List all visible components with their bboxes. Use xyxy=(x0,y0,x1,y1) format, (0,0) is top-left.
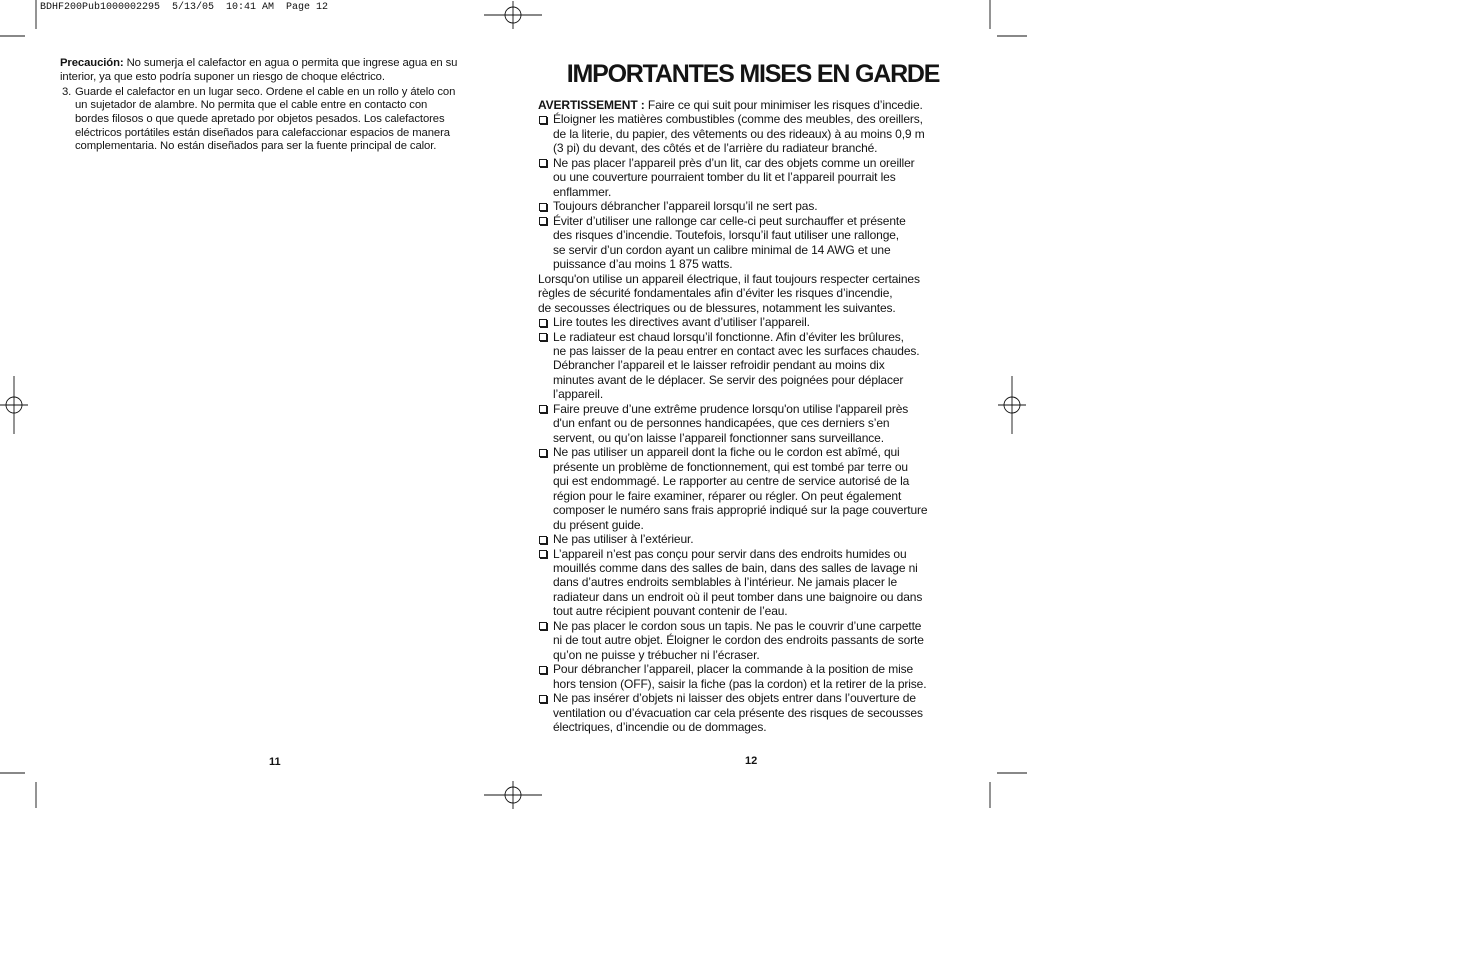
text-line: d'un enfant ou de personnes handicapées, que ces derniers s’en xyxy=(553,416,890,431)
shadowed-square-icon xyxy=(539,217,547,225)
shadowed-square-icon xyxy=(539,333,547,341)
text-line: enflammer. xyxy=(553,184,612,199)
page-number-left: 11 xyxy=(269,756,281,768)
text-line: Lire toutes les directives avant d’utiliser l’appareil. xyxy=(553,315,810,330)
caution-label: Precaución: xyxy=(60,57,124,69)
text-line: L’appareil n’est pas conçu pour servir dans des endroits humides ou xyxy=(553,546,907,561)
text-line: règles de sécurité fondamentales afin d’éviter les risques d’incendie, xyxy=(538,286,893,301)
left-page-text xyxy=(60,57,500,154)
warning-label: AVERTISSEMENT : xyxy=(538,98,645,112)
text-line: radiateur dans un endroit où il peut tomber dans une baignoire ou dans xyxy=(553,589,923,604)
bullet-item xyxy=(538,199,978,213)
text-line: complementaria. No están diseñados para ser la fuente principal de calor. xyxy=(75,140,437,153)
text-line: Débrancher l’appareil et le laisser refroidir pendant au moins dix xyxy=(553,358,885,373)
shadowed-square-icon xyxy=(539,550,547,558)
text-line: Lorsqu'on utilise un appareil électrique, il faut toujours respecter certaines xyxy=(538,271,920,286)
bullet-item xyxy=(538,691,978,734)
bullet-item xyxy=(538,330,978,402)
text-line: Ne pas utiliser à l’extérieur. xyxy=(553,532,694,547)
bullet-item xyxy=(538,619,978,662)
warning-line xyxy=(538,98,978,112)
registration-mark-icon xyxy=(0,376,28,434)
text-line: Éloigner les matières combustibles (comme des meubles, des oreillers, xyxy=(553,112,923,127)
text-line: Le radiateur est chaud lorsqu’il fonctionne. Afin d’éviter les brûlures, xyxy=(553,329,904,344)
text-line: minutes avant de le déplacer. Se servir des poignées pour déplacer xyxy=(553,372,904,387)
text-line: de secousses électriques ou de blessures, notamment les suivantes. xyxy=(538,300,896,315)
bullet-item xyxy=(538,156,978,199)
registration-mark-icon xyxy=(484,781,542,809)
shadowed-square-icon xyxy=(539,695,547,703)
text-line: ventilation ou d’évacuation car cela présente des risques de secousses xyxy=(553,705,923,720)
registration-mark-icon xyxy=(484,1,542,29)
bullet-item xyxy=(538,214,978,272)
text-line: interior, ya que esto podría suponer un riesgo de choque eléctrico. xyxy=(60,70,385,83)
text-line: Éviter d’utiliser une rallonge car celle-ci peut surchauffer et présente xyxy=(553,213,906,228)
text-line: de la literie, du papier, des vêtements ou des rideaux) à au moins 0,9 m xyxy=(553,126,925,141)
print-slug: BDHF200Pub1000002295 5/13/05 10:41 AM Page 12 xyxy=(40,2,329,13)
page-number-right: 12 xyxy=(745,755,758,767)
bullet-item xyxy=(538,662,978,691)
text-line: tout autre récipient pouvant contenir de l’eau. xyxy=(553,604,788,619)
text-line: dans d’autres endroits semblables à l’intérieur. Ne jamais placer le xyxy=(553,575,898,590)
bullet-item xyxy=(538,315,978,329)
text-line: Ne pas utiliser un appareil dont la fiche ou le cordon est abîmé, qui xyxy=(553,445,900,460)
shadowed-square-icon xyxy=(539,319,547,327)
text-line: hors tension (OFF), saisir la fiche (pas la cordon) et la retirer de la prise. xyxy=(553,676,927,691)
text-line: servent, ou qu’on laisse l’appareil fonctionner sans surveillance. xyxy=(553,430,884,445)
caution-paragraph xyxy=(60,57,500,84)
text-line: qui est endommagé. Le rapporter au centre de service autorisé de la xyxy=(553,474,910,489)
step-number: 3. xyxy=(62,85,72,98)
bullet-item xyxy=(538,112,978,155)
text-line: Ne pas insérer d’objets ni laisser des objets entrer dans l’ouverture de xyxy=(553,691,916,706)
shadowed-square-icon xyxy=(539,203,547,211)
text-line xyxy=(60,57,500,71)
shadowed-square-icon xyxy=(539,449,547,457)
bullet-item xyxy=(538,547,978,619)
text-line: Faire preuve d’une extrême prudence lorsqu'on utilise l'appareil près xyxy=(553,401,909,416)
intro-paragraph xyxy=(538,272,978,315)
text-line: eléctricos portátiles están diseñados para calefaccionar espacios de manera xyxy=(75,126,450,139)
text-line: se servir d’un cordon ayant un calibre minimal de 14 AWG et une xyxy=(553,242,891,257)
text-line: électriques, d’incendie ou de dommages. xyxy=(553,720,767,735)
text-line: Ne pas placer le cordon sous un tapis. Ne pas le couvrir d’une carpette xyxy=(553,618,922,633)
warning-text: Faire ce qui suit pour minimiser les risques d’incedie. xyxy=(647,98,923,112)
right-page-text xyxy=(538,98,978,735)
text-line: Pour débrancher l’appareil, placer la commande à la position de mise xyxy=(553,662,914,677)
text-line: région pour le faire examiner, réparer ou régler. On peut également xyxy=(553,488,902,503)
text-line: l’appareil. xyxy=(553,387,604,402)
text-line: (3 pi) du devant, des côtés et de l’arrière du radiateur branché. xyxy=(553,141,878,156)
caution-text: No sumerja el calefactor en agua o permita que ingrese agua en su xyxy=(126,57,458,69)
text-line: présente un problème de fonctionnement, qui est tombé par terre ou xyxy=(553,459,908,474)
text-line: composer le numéro sans frais approprié indiqué sur la page couverture xyxy=(553,503,928,518)
text-line: ou une couverture pourraient tomber du lit et l’appareil pourrait les xyxy=(553,170,896,185)
text-line: du présent guide. xyxy=(553,517,644,532)
text-line: bordes filosos o que quede apretado por objetos pesados. Los calefactores xyxy=(75,113,445,125)
shadowed-square-icon xyxy=(539,536,547,544)
text-line: un sujetador de alambre. No permita que el cable entre en contacto con xyxy=(75,99,428,112)
text-line: ni de tout autre objet. Éloigner le cordon des endroits passants de sorte xyxy=(553,633,924,648)
text-line: Guarde el calefactor en un lugar seco. Ordene el cable en un rollo y átelo con xyxy=(75,85,456,98)
text-line: qu’on ne puisse y trébucher ni l’écraser. xyxy=(553,647,760,662)
text-line: Toujours débrancher l’appareil lorsqu’il ne sert pas. xyxy=(553,199,818,214)
step-item xyxy=(60,86,500,155)
registration-mark-icon xyxy=(998,376,1026,434)
text-line: des risques d’incendie. Toutefois, lorsqu’il faut utiliser une rallonge, xyxy=(553,228,900,243)
text-line: Ne pas placer l’appareil près d’un lit, car des objets comme un oreiller xyxy=(553,155,915,170)
shadowed-square-icon xyxy=(539,116,547,124)
bullet-item xyxy=(538,402,978,445)
shadowed-square-icon xyxy=(539,666,547,674)
text-line: puissance d’au moins 1 875 watts. xyxy=(553,257,733,272)
bullet-item xyxy=(538,445,978,532)
shadowed-square-icon xyxy=(539,622,547,630)
bullet-item xyxy=(538,532,978,546)
shadowed-square-icon xyxy=(539,405,547,413)
shadowed-square-icon xyxy=(539,159,547,167)
page-title: IMPORTANTES MISES EN GARDE xyxy=(566,60,940,88)
text-line: mouillés comme dans des salles de bain, dans des salles de lavage ni xyxy=(553,561,918,575)
text-line: ne pas laisser de la peau entrer en contact avec les surfaces chaudes. xyxy=(553,343,920,358)
